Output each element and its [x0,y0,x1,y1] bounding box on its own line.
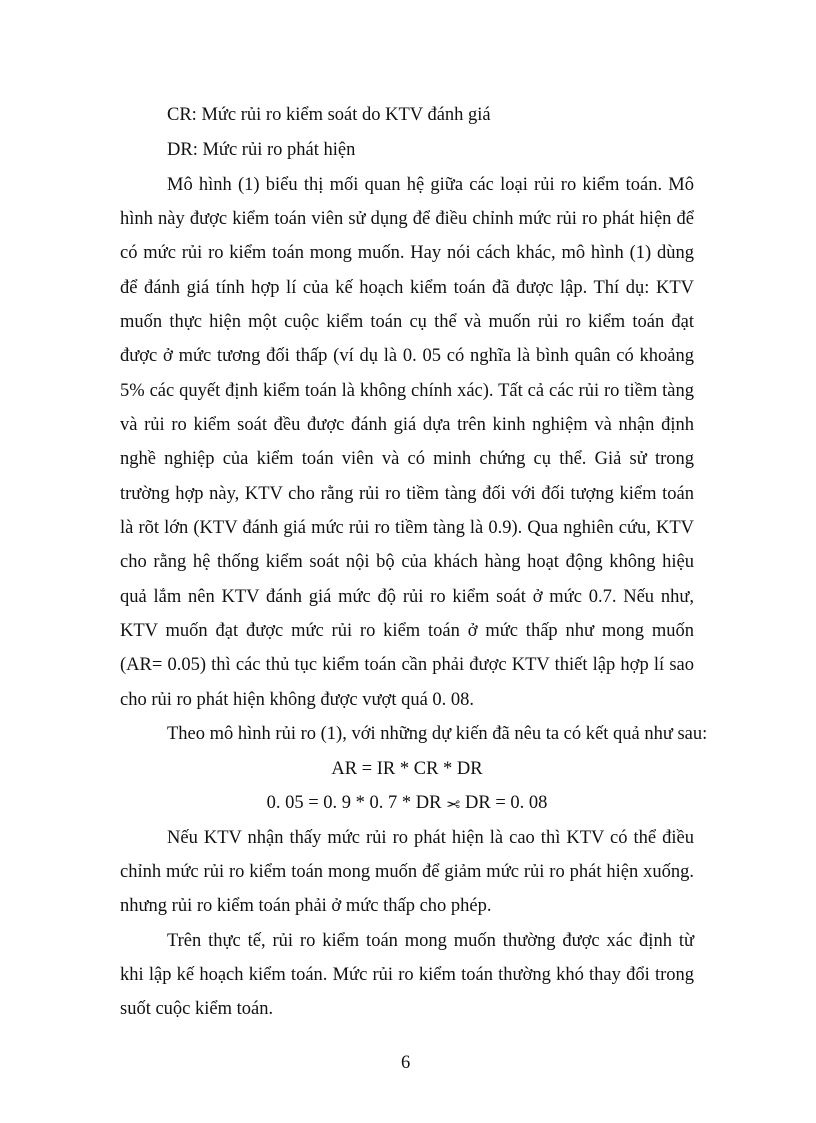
text-line: Nếu KTV nhận thấy mức rủi ro phát hiện là cao thì KTV có thể điều [167,828,694,848]
scissors-icon: ✂ [446,793,461,813]
text-line: hình này được kiểm toán viên sử dụng để điều chỉnh mức rủi ro phát hiện để [120,209,694,229]
text-line: và rủi ro kiểm soát đều được đánh giá dựa trên kinh nghiệm và nhận định [120,415,694,435]
text-line: Mô hình (1) biểu thị mối quan hệ giữa các loại rủi ro kiểm toán. Mô [167,175,694,195]
text-line: quả lắm nên KTV đánh giá mức độ rủi ro kiểm soát ở mức 0.7. Nếu như, [120,587,694,607]
page-number: 6 [401,1053,411,1073]
text-line: 5% các quyết định kiểm toán là không chính xác). Tất cả các rủi ro tiềm tàng [120,381,694,401]
text-line: (AR= 0.05) thì các thủ tục kiểm toán cần phải được KTV thiết lập hợp lí sao [120,655,694,675]
formula-audit-risk: AR = IR * CR * DR [331,759,483,779]
formula-calculation-right: DR = 0. 08 [465,793,548,813]
paragraph-model-result-intro: Theo mô hình rủi ro (1), với những dự kiến đã nêu ta có kết quả như sau: [167,724,708,744]
text-line: để đánh giá tính hợp lí của kế hoạch kiểm toán đã được lập. Thí dụ: KTV [120,278,694,298]
text-line: khi lập kế hoạch kiểm toán. Mức rủi ro kiểm toán thường khó thay đổi trong [120,965,694,985]
text-line: cho rằng hệ thống kiểm soát nội bộ của khách hàng hoạt động không hiệu [120,552,694,572]
text-line: KTV muốn đạt được mức rủi ro kiểm toán ở mức thấp như mong muốn [120,621,694,641]
text-line: muốn thực hiện một cuộc kiểm toán cụ thể và muốn rủi ro kiểm toán đạt [120,312,694,332]
text-line: nhưng rủi ro kiểm toán phải ở mức thấp cho phép. [120,896,492,916]
text-line: nghề nghiệp của kiểm toán viên và có minh chứng cụ thể. Giả sử trong [120,449,694,469]
text-line: chỉnh mức rủi ro kiểm toán mong muốn để giảm mức rủi ro phát hiện xuống. [120,862,694,882]
text-line: là rõt lớn (KTV đánh giá mức rủi ro tiềm tàng là 0.9). Qua nghiên cứu, KTV [120,518,694,538]
text-line: Trên thực tế, rủi ro kiểm toán mong muốn thường được xác định từ [167,931,694,951]
text-line: suốt cuộc kiểm toán. [120,999,274,1019]
formula-calculation [120,792,694,814]
definition-dr: DR: Mức rủi ro phát hiện [167,140,356,160]
text-line: được ở mức tương đối thấp (ví dụ là 0. 05 có nghĩa là bình quân có khoảng [120,346,694,366]
definition-cr: CR: Mức rủi ro kiểm soát do KTV đánh giá [167,105,491,125]
text-line: có mức rủi ro kiểm toán mong muốn. Hay nói cách khác, mô hình (1) dùng [120,243,694,263]
formula-calculation-left: 0. 05 = 0. 9 * 0. 7 * DR [266,793,442,813]
text-line: cho rủi ro phát hiện không được vượt quá 0. 08. [120,690,475,710]
text-line: trường hợp này, KTV cho rằng rủi ro tiềm tàng đối với đối tượng kiểm toán [120,484,694,504]
